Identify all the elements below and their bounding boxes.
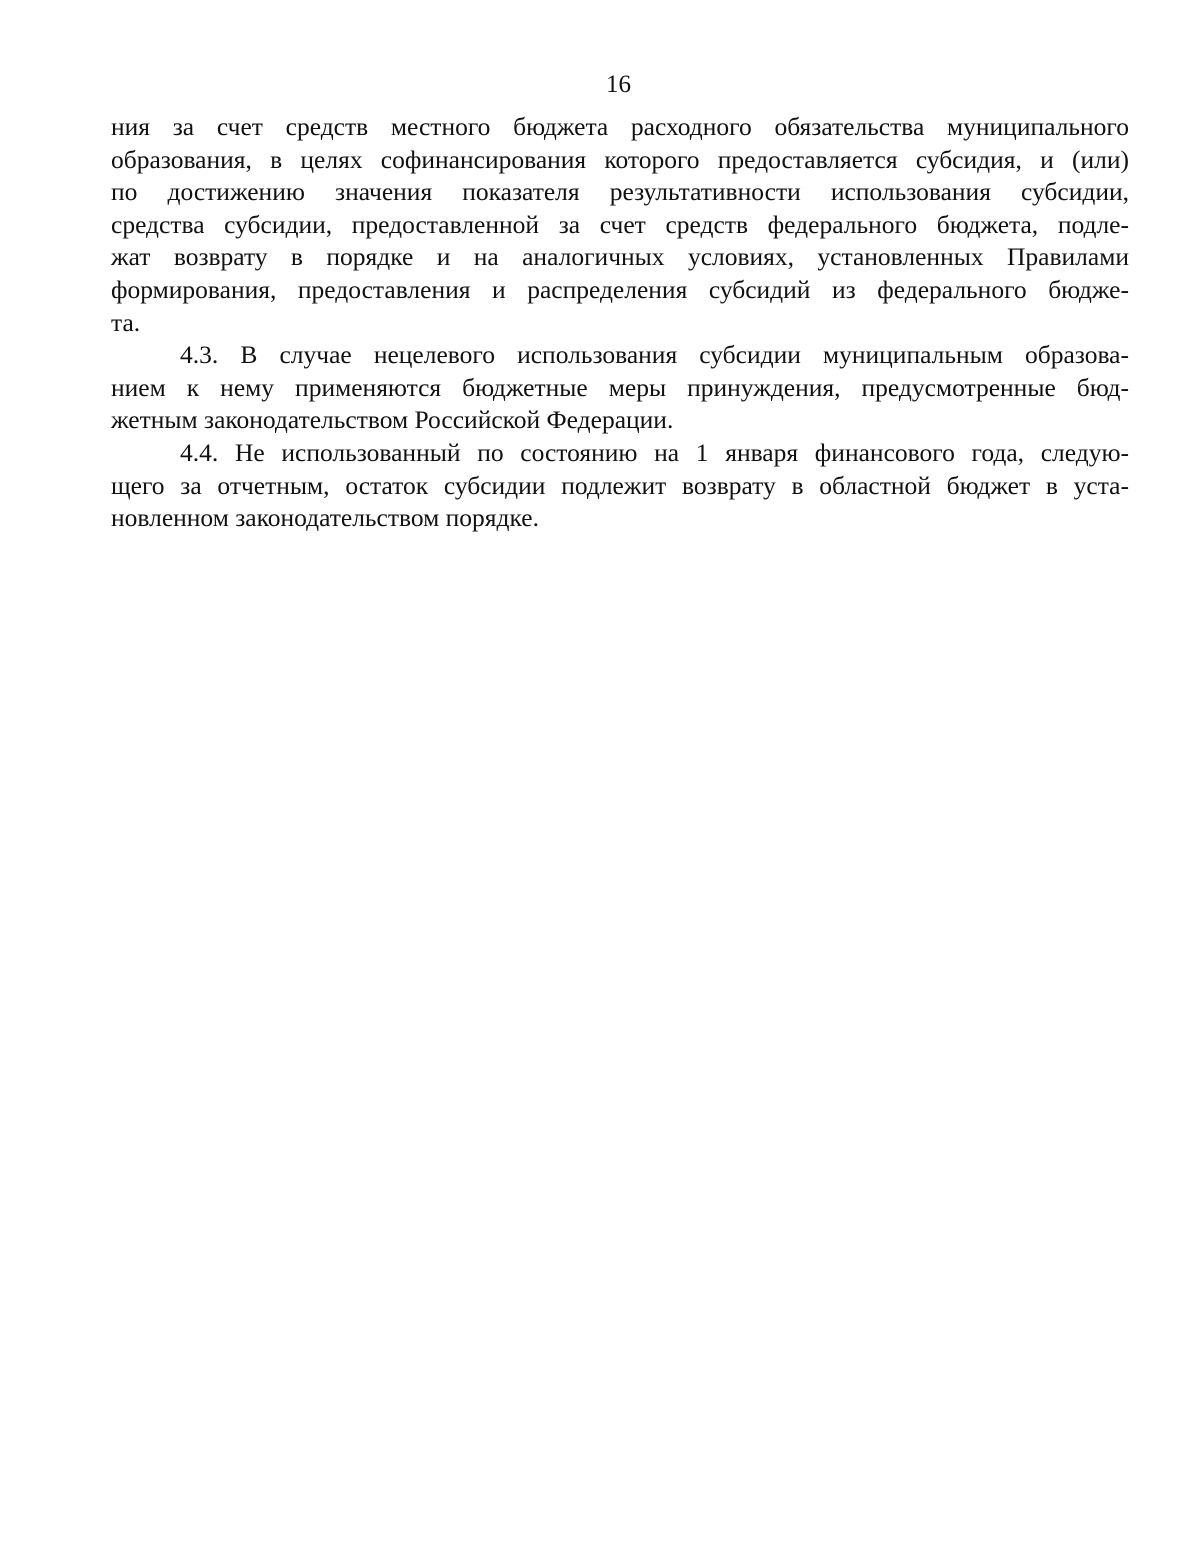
document-body (111, 111, 1129, 535)
text-line: новленном законодательством порядке. (111, 503, 539, 533)
text-line: жетным законодательством Российской Федерации. (111, 405, 674, 435)
paragraph-clause-4-4 (111, 437, 1129, 535)
text-line: по достижению значения показателя результативности использования субсидии, (111, 177, 1129, 207)
text-line: 4.4. Не использованный по состоянию на 1 января финансового года, следую- (180, 437, 1129, 467)
text-line: ния за счет средств местного бюджета расходного обязательства муниципального (111, 112, 1129, 141)
text-line: формирования, предоставления и распределения субсидий из федерального бюдже- (111, 274, 1129, 304)
paragraph-continuation (111, 111, 1129, 339)
text-line: жат возврату в порядке и на аналогичных условиях, установленных Правилами (111, 242, 1129, 272)
paragraph-clause-4-3 (111, 339, 1129, 437)
text-line: щего за отчетным, остаток субсидии подлежит возврату в областной бюджет в уста- (111, 470, 1129, 500)
text-line: 4.3. В случае нецелевого использования субсидии муниципальным образова- (180, 340, 1129, 370)
text-line: образования, в целях софинансирования которого предоставляется субсидия, и (или) (111, 144, 1129, 174)
text-line: нием к нему применяются бюджетные меры принуждения, предусмотренные бюд- (111, 372, 1129, 402)
text-line: средства субсидии, предоставленной за счет средств федерального бюджета, подле- (111, 209, 1129, 239)
text-line: та. (111, 307, 141, 337)
page-number: 16 (606, 71, 631, 98)
